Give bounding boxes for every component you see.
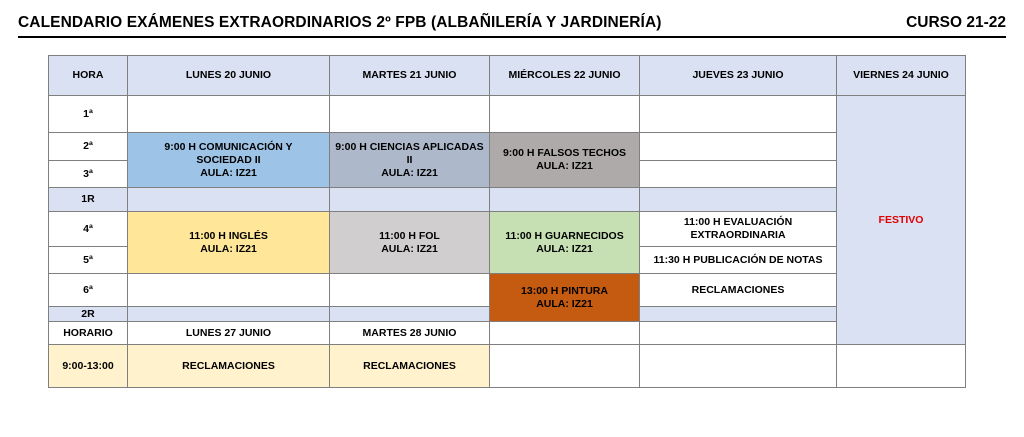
hour-cell: 1ª bbox=[49, 96, 128, 133]
exam-title: 9:00 H COMUNICACIÓN Y bbox=[164, 140, 293, 153]
break-cell: 1R bbox=[49, 188, 128, 212]
break-cell-empty bbox=[640, 307, 837, 322]
break-cell-empty bbox=[128, 188, 330, 212]
exam-title: 9:00 H CIENCIAS APLICADAS bbox=[335, 140, 484, 153]
break-cell-empty bbox=[640, 188, 837, 212]
exam-title: 11:00 H INGLÉS bbox=[189, 229, 268, 242]
break-cell-empty bbox=[330, 307, 490, 322]
title-underline bbox=[18, 36, 1006, 38]
empty-cell bbox=[640, 345, 837, 388]
empty-cell bbox=[490, 322, 640, 345]
exam-title: 9:00 H FALSOS TECHOS bbox=[502, 147, 627, 159]
header-martes: MARTES 21 JUNIO bbox=[330, 56, 490, 96]
exam-aula: AULA: IZ21 bbox=[381, 166, 438, 179]
empty-cell bbox=[490, 345, 640, 388]
bottom-time-cell: 9:00-13:00 bbox=[49, 345, 128, 388]
empty-cell bbox=[128, 274, 330, 307]
empty-cell bbox=[330, 96, 490, 133]
break-cell-empty bbox=[330, 188, 490, 212]
reclamaciones-lunes-cell: RECLAMACIONES bbox=[128, 345, 330, 388]
empty-cell bbox=[640, 161, 837, 188]
exam-aula: AULA: IZ21 bbox=[536, 242, 593, 255]
festivo-label: FESTIVO bbox=[878, 213, 924, 226]
exam-ciencias bbox=[330, 133, 490, 188]
header-jueves: JUEVES 23 JUNIO bbox=[640, 56, 837, 96]
empty-cell bbox=[837, 345, 966, 388]
hour-cell: 6ª bbox=[49, 274, 128, 307]
exam-title: 11:00 H FOL bbox=[379, 229, 440, 242]
header-hora: HORA bbox=[49, 56, 128, 96]
empty-cell bbox=[128, 96, 330, 133]
empty-cell bbox=[490, 96, 640, 133]
break-cell-empty bbox=[490, 188, 640, 212]
exam-ingles bbox=[128, 212, 330, 274]
empty-cell bbox=[640, 96, 837, 133]
exam-calendar-table bbox=[48, 55, 966, 388]
jueves-reclamaciones-cell: RECLAMACIONES bbox=[640, 274, 837, 307]
exam-title-cont: SOCIEDAD II bbox=[196, 153, 261, 166]
hour-cell: 5ª bbox=[49, 247, 128, 274]
exam-aula: AULA: IZ21 bbox=[536, 297, 593, 310]
bottom-header-lunes: LUNES 27 JUNIO bbox=[128, 322, 330, 345]
exam-title-cont: II bbox=[406, 153, 413, 166]
header-miercoles: MIÉRCOLES 22 JUNIO bbox=[490, 56, 640, 96]
exam-aula: AULA: IZ21 bbox=[200, 242, 257, 255]
exam-title: 11:00 H GUARNECIDOS bbox=[505, 229, 624, 242]
exam-title: 13:00 H PINTURA bbox=[521, 284, 608, 297]
exam-guarnecidos bbox=[490, 212, 640, 274]
jueves-evaluacion-cell bbox=[640, 212, 837, 247]
bottom-header-horario: HORARIO bbox=[49, 322, 128, 345]
exam-aula: AULA: IZ21 bbox=[381, 242, 438, 255]
bottom-header-martes: MARTES 28 JUNIO bbox=[330, 322, 490, 345]
empty-cell bbox=[640, 133, 837, 161]
header-lunes: LUNES 20 JUNIO bbox=[128, 56, 330, 96]
header-viernes: VIERNES 24 JUNIO bbox=[837, 56, 966, 96]
page-title: CALENDARIO EXÁMENES EXTRAORDINARIOS 2º FPB (ALBAÑILERÍA Y JARDINERÍA) bbox=[18, 14, 662, 31]
break-cell-empty bbox=[128, 307, 330, 322]
viernes-festivo-cell bbox=[837, 96, 966, 345]
exam-aula: AULA: IZ21 bbox=[536, 160, 593, 172]
evaluacion-title: 11:00 H EVALUACIÓN bbox=[683, 216, 793, 228]
course-year: CURSO 21-22 bbox=[906, 14, 1006, 31]
exam-fol bbox=[330, 212, 490, 274]
hour-cell: 4ª bbox=[49, 212, 128, 247]
empty-cell bbox=[640, 322, 837, 345]
hour-cell: 3ª bbox=[49, 161, 128, 188]
hour-cell: 2ª bbox=[49, 133, 128, 161]
evaluacion-title-cont: EXTRAORDINARIA bbox=[690, 229, 786, 241]
exam-falsos-techos bbox=[490, 133, 640, 188]
exam-aula: AULA: IZ21 bbox=[200, 166, 257, 179]
exam-pintura bbox=[490, 274, 640, 322]
jueves-publicacion-cell: 11:30 H PUBLICACIÓN DE NOTAS bbox=[640, 247, 837, 274]
reclamaciones-martes-cell: RECLAMACIONES bbox=[330, 345, 490, 388]
empty-cell bbox=[330, 274, 490, 307]
exam-comunicacion bbox=[128, 133, 330, 188]
break-cell: 2R bbox=[49, 307, 128, 322]
